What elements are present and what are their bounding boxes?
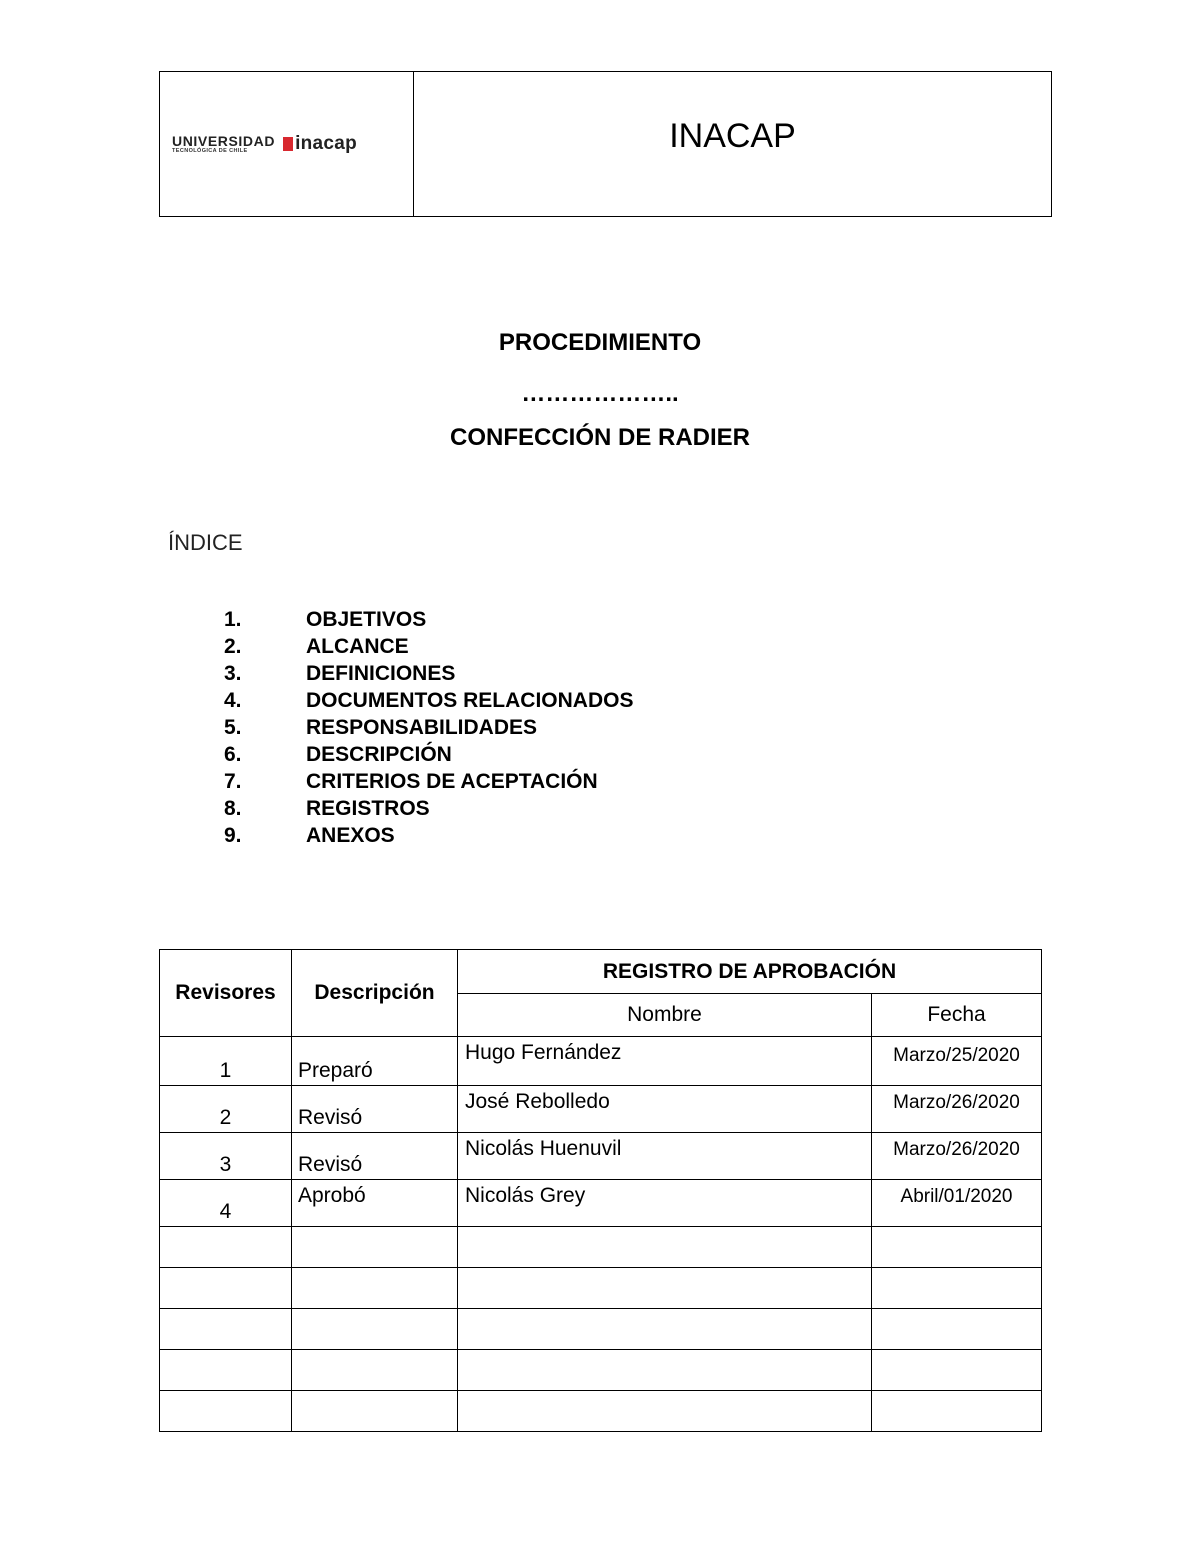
toc-item-label: OBJETIVOS [306, 608, 427, 631]
row-description: Aprobó [292, 1180, 458, 1227]
toc-item-label: DESCRIPCIÓN [306, 743, 452, 766]
toc-item-label: CRITERIOS DE ACEPTACIÓN [306, 770, 598, 793]
col-header-nombre: Nombre [458, 994, 872, 1037]
row-date: Marzo/26/2020 [872, 1086, 1042, 1133]
header-title-cell [414, 72, 1051, 216]
row-name: Nicolás Huenuvil [458, 1133, 872, 1180]
col-header-fecha: Fecha [872, 994, 1042, 1037]
approval-record-table [159, 949, 1042, 1432]
row-name: Nicolás Grey [458, 1180, 872, 1227]
toc-item-number: 5. [224, 716, 242, 739]
row-number: 3 [160, 1133, 292, 1180]
logo-cell [160, 72, 414, 216]
row-name: Hugo Fernández [458, 1037, 872, 1086]
toc-item [224, 687, 633, 714]
procedure-subject: CONFECCIÓN DE RADIER [449, 424, 750, 451]
index-heading: ÍNDICE [168, 530, 243, 555]
row-number: 1 [160, 1037, 292, 1086]
toc-item-number: 7. [224, 770, 242, 793]
toc-item [224, 795, 633, 822]
logo-universidad-text: UNIVERSIDAD [172, 132, 276, 149]
table-row-empty [160, 1350, 1042, 1391]
inacap-logo [172, 133, 357, 155]
table-row [160, 1133, 1042, 1180]
table-row-empty [160, 1391, 1042, 1432]
toc-item [224, 633, 633, 660]
table-row [160, 1037, 1042, 1086]
toc-item-number: 8. [224, 797, 242, 820]
toc-item [224, 714, 633, 741]
logo-tecnologica-text: TECNOLÓGICA DE CHILE [172, 147, 248, 154]
logo-brand-text: inacap [295, 133, 358, 154]
toc-item-label: RESPONSABILIDADES [306, 716, 538, 739]
toc-item-label: DEFINICIONES [306, 662, 456, 685]
row-number: 2 [160, 1086, 292, 1133]
row-date: Marzo/26/2020 [872, 1133, 1042, 1180]
toc-item-label: ANEXOS [306, 824, 395, 847]
table-row-empty [160, 1268, 1042, 1309]
toc-item [224, 606, 633, 633]
logo-red-mark-icon [283, 137, 293, 151]
row-description: Preparó [292, 1037, 458, 1086]
row-number: 4 [160, 1180, 292, 1227]
toc-item-label: REGISTROS [306, 797, 430, 820]
toc-item-number: 6. [224, 743, 242, 766]
row-description: Revisó [292, 1086, 458, 1133]
table-row-empty [160, 1227, 1042, 1268]
toc-item-number: 9. [224, 824, 242, 847]
toc-item [224, 768, 633, 795]
table-row-empty [160, 1309, 1042, 1350]
toc-item [224, 822, 633, 849]
table-row [160, 1086, 1042, 1133]
col-header-descripcion: Descripción [292, 950, 458, 1037]
col-header-revisores: Revisores [160, 950, 292, 1037]
toc-item [224, 660, 633, 687]
toc-item-label: DOCUMENTOS RELACIONADOS [306, 689, 634, 712]
toc-item-number: 3. [224, 662, 242, 685]
row-name: José Rebolledo [458, 1086, 872, 1133]
approval-record-title: REGISTRO DE APROBACIÓN [458, 950, 1042, 994]
toc-item-number: 1. [224, 608, 242, 631]
row-description: Revisó [292, 1133, 458, 1180]
header-title: INACAP [669, 116, 796, 155]
toc-item-label: ALCANCE [306, 635, 409, 658]
procedure-label: PROCEDIMIENTO [498, 329, 702, 356]
row-date: Abril/01/2020 [872, 1180, 1042, 1227]
row-date: Marzo/25/2020 [872, 1037, 1042, 1086]
procedure-code-placeholder: ……………….. [521, 380, 679, 407]
toc-item-number: 2. [224, 635, 242, 658]
table-of-contents [224, 606, 633, 849]
document-header [159, 71, 1052, 217]
table-row [160, 1180, 1042, 1227]
toc-item [224, 741, 633, 768]
toc-item-number: 4. [224, 689, 242, 712]
